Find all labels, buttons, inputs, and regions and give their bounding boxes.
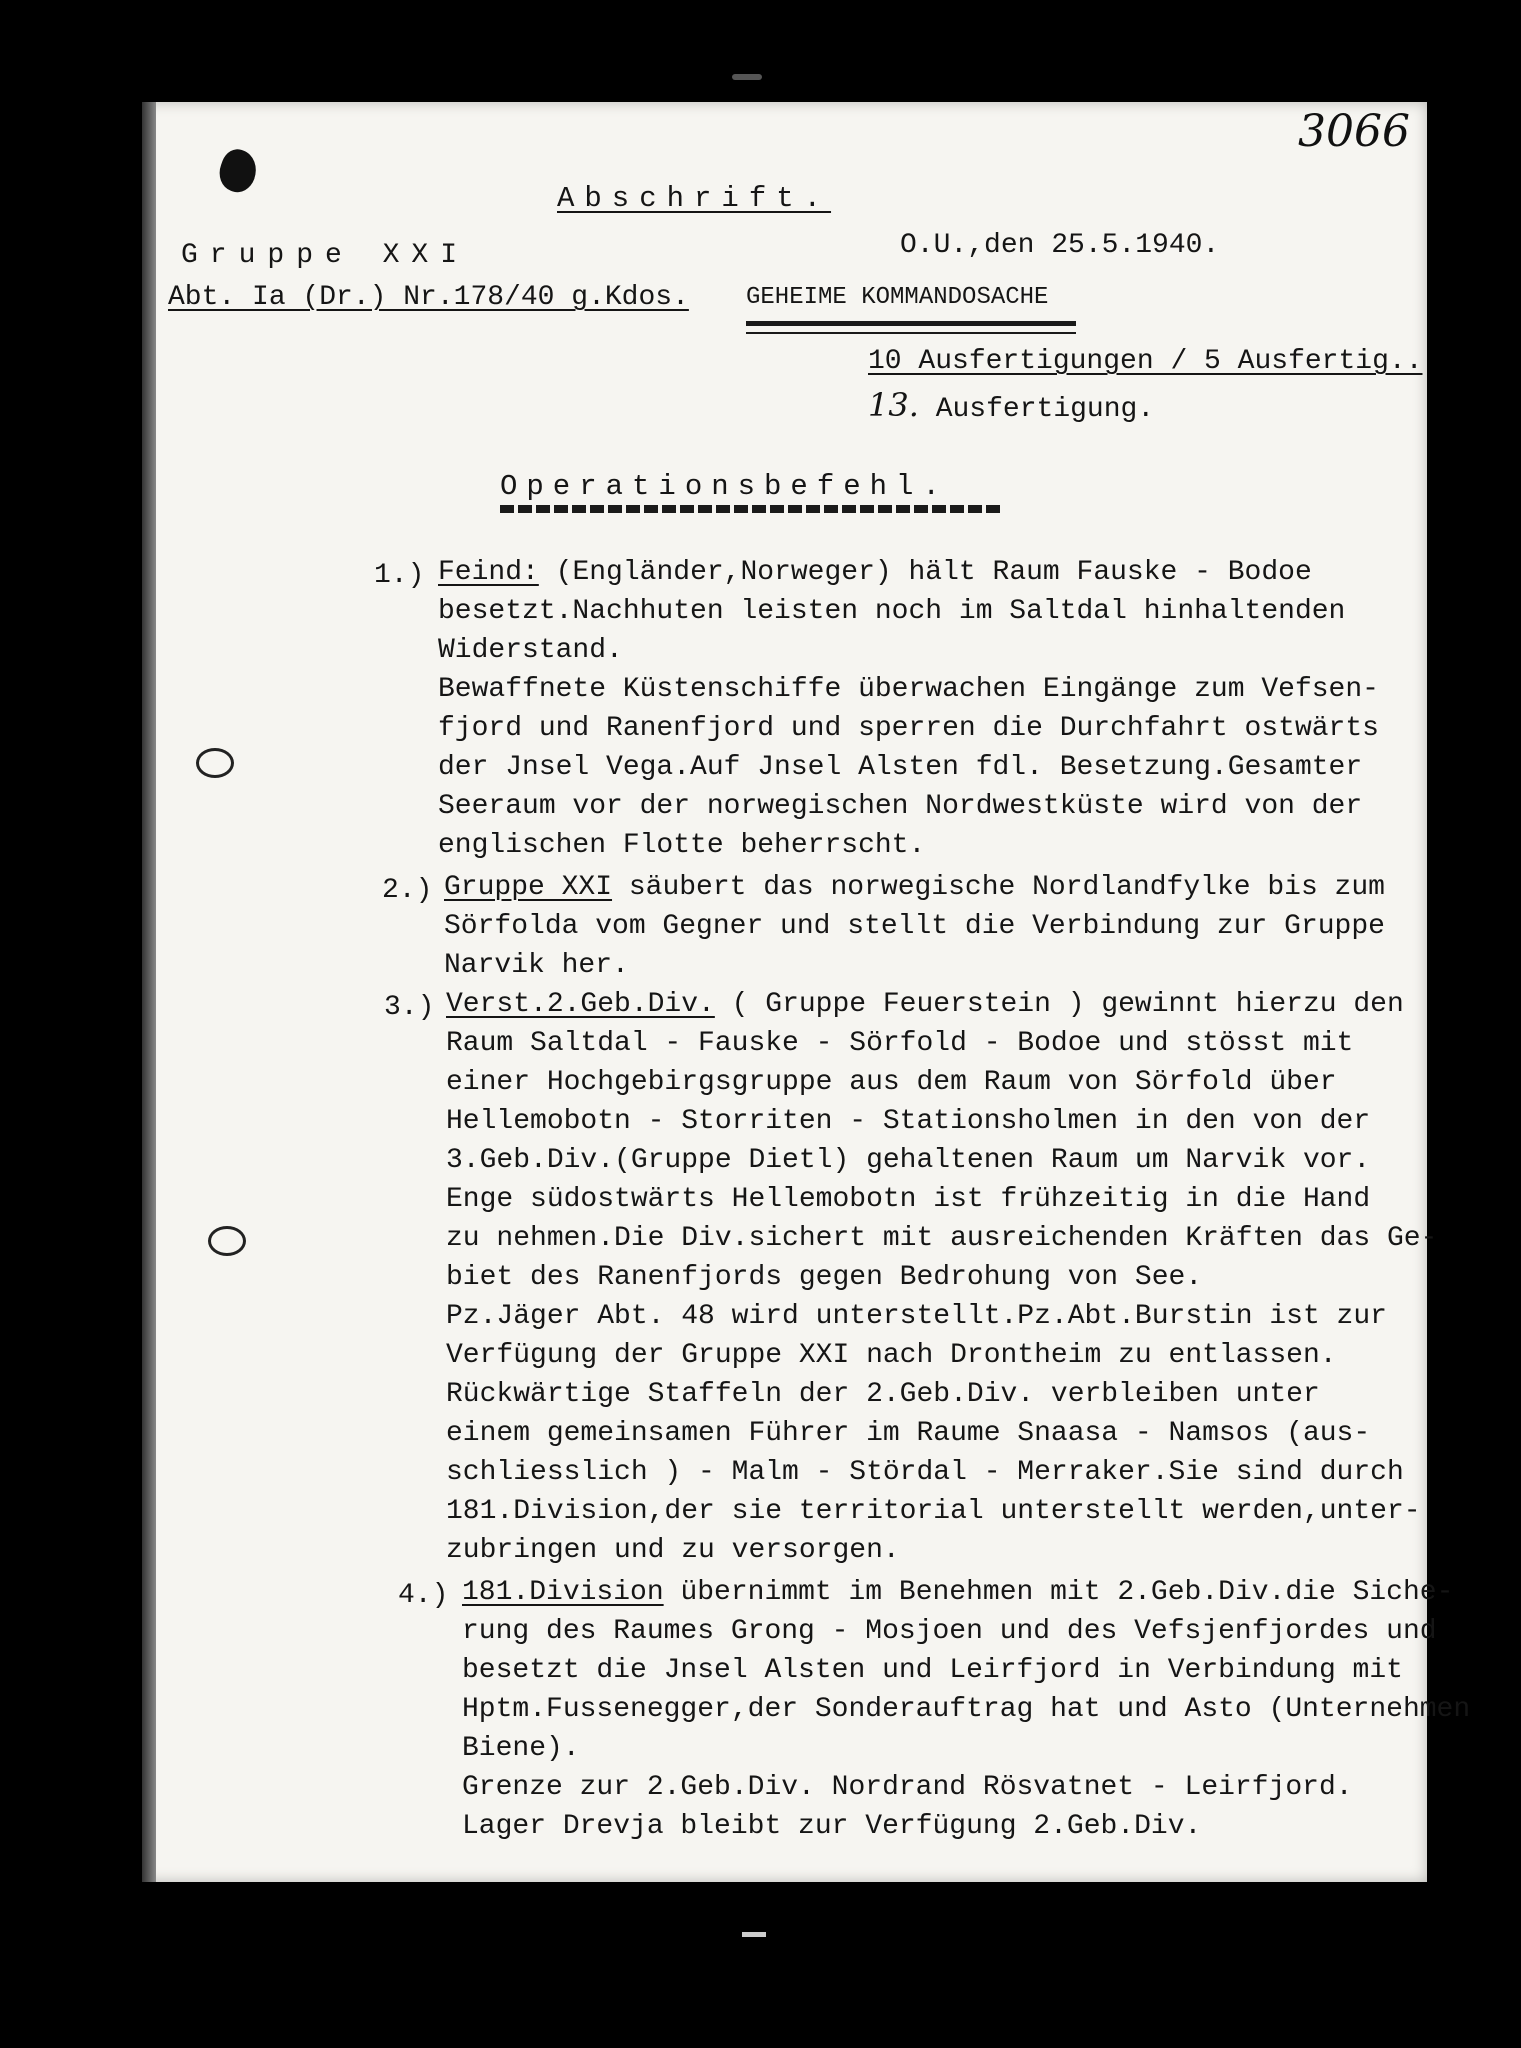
punch-hole — [196, 748, 234, 778]
section-number: 1.) — [374, 560, 425, 591]
punch-hole — [208, 1226, 246, 1256]
section-line: einer Hochgebirgsgruppe aus dem Raum von Sörfold über — [446, 1067, 1337, 1098]
section-line: Enge südostwärts Hellemobotn ist frühzeitig in die Hand — [446, 1184, 1371, 1215]
copy-number-handwritten: 13. — [868, 386, 919, 424]
section-number: 3.) — [384, 992, 435, 1023]
section-number: 4.) — [398, 1580, 449, 1611]
section-line: zu nehmen.Die Div.sichert mit ausreichenden Kräften das Ge- — [446, 1223, 1438, 1254]
section-text: übernimmt im Benehmen mit 2.Geb.Div.die Siche- — [680, 1577, 1454, 1608]
section-line: Pz.Jäger Abt. 48 wird unterstellt.Pz.Abt.Burstin ist zur — [446, 1301, 1387, 1332]
section-line: Hellemobotn - Storriten - Stationsholmen in den von der — [446, 1106, 1371, 1137]
section-line: englischen Flotte beherrscht. — [438, 830, 926, 861]
section-4 — [462, 1573, 1470, 1846]
page-edge-shadow — [142, 102, 156, 1882]
section-line: Lager Drevja bleibt zur Verfügung 2.Geb.Div. — [462, 1811, 1202, 1842]
order-title: Operationsbefehl. — [500, 470, 949, 503]
section-line: der Jnsel Vega.Auf Jnsel Alsten fdl. Besetzung.Gesamter — [438, 752, 1363, 783]
section-line: rung des Raumes Grong - Mosjoen und des Vefsjenfjordes und — [462, 1616, 1437, 1647]
section-3 — [446, 985, 1437, 1570]
section-heading: Feind: — [438, 557, 539, 588]
section-line: Raum Saltdal - Fauske - Sörfold - Bodoe und stösst mit — [446, 1028, 1354, 1059]
section-line: Seeraum vor der norwegischen Nordwestküste wird von der — [438, 791, 1363, 822]
section-line: einem gemeinsamen Führer im Raume Snaasa - Namsos (aus- — [446, 1418, 1371, 1449]
section-line: Rückwärtige Staffeln der 2.Geb.Div. verbleiben unter — [446, 1379, 1320, 1410]
scan-mark — [742, 1932, 766, 1937]
section-line: 3.Geb.Div.(Gruppe Dietl) gehaltenen Raum um Narvik vor. — [446, 1145, 1371, 1176]
section-line: Widerstand. — [438, 635, 623, 666]
section-line: Narvik her. — [444, 950, 629, 981]
section-heading: Verst.2.Geb.Div. — [446, 989, 715, 1020]
classification-stamp: GEHEIME KOMMANDOSACHE — [746, 284, 1049, 311]
section-line: 181.Division,der sie territorial unterstellt werden,unter- — [446, 1496, 1421, 1527]
section-line: fjord und Ranenfjord und sperren die Durchfahrt ostwärts — [438, 713, 1379, 744]
reference-number: Abt. Ia (Dr.) Nr.178/40 g.Kdos. — [168, 282, 689, 313]
section-line: Hptm.Fussenegger,der Sonderauftrag hat und Asto (Unternehmen — [462, 1694, 1471, 1725]
copies-total: 10 Ausfertigungen / 5 Ausfertig.. — [868, 346, 1423, 377]
section-line: biet des Ranenfjords gegen Bedrohung von See. — [446, 1262, 1203, 1293]
section-line: besetzt die Jnsel Alsten und Leirfjord in Verbindung mit — [462, 1655, 1403, 1686]
copy-number — [868, 386, 1154, 425]
section-line: Verfügung der Gruppe XXI nach Drontheim zu entlassen. — [446, 1340, 1337, 1371]
section-heading: Gruppe XXI — [444, 872, 613, 903]
section-line: zubringen und zu versorgen. — [446, 1535, 900, 1566]
issuing-group: Gruppe XXI — [181, 240, 470, 271]
section-heading: 181.Division — [462, 1577, 664, 1608]
section-line: Bewaffnete Küstenschiffe überwachen Eingänge zum Vefsen- — [438, 674, 1379, 705]
classification-underline — [746, 321, 1076, 326]
scan-mark — [732, 74, 762, 80]
classification-underline-thin — [746, 332, 1076, 334]
section-text: (Engländer,Norweger) hält Raum Fauske - Bodoe — [555, 557, 1312, 588]
section-line: besetzt.Nachhuten leisten noch im Saltdal hinhaltenden — [438, 596, 1346, 627]
document-title: Abschrift. — [557, 182, 832, 215]
archive-number: 3066 — [1298, 106, 1410, 157]
copy-number-label: Ausfertigung. — [935, 394, 1155, 425]
section-text: ( Gruppe Feuerstein ) gewinnt hierzu den — [731, 989, 1404, 1020]
section-2 — [444, 868, 1385, 985]
section-line: Sörfolda vom Gegner und stellt die Verbindung zur Gruppe — [444, 911, 1385, 942]
place-date: O.U.,den 25.5.1940. — [900, 230, 1220, 261]
section-line: schliesslich ) - Malm - Stördal - Merraker.Sie sind durch — [446, 1457, 1404, 1488]
section-line: Biene). — [462, 1733, 580, 1764]
section-number: 2.) — [382, 875, 433, 906]
order-title-underline — [500, 505, 1000, 513]
section-1 — [438, 553, 1379, 865]
section-line: Grenze zur 2.Geb.Div. Nordrand Rösvatnet - Leirfjord. — [462, 1772, 1353, 1803]
section-text: säubert das norwegische Nordlandfylke bis zum — [628, 872, 1385, 903]
